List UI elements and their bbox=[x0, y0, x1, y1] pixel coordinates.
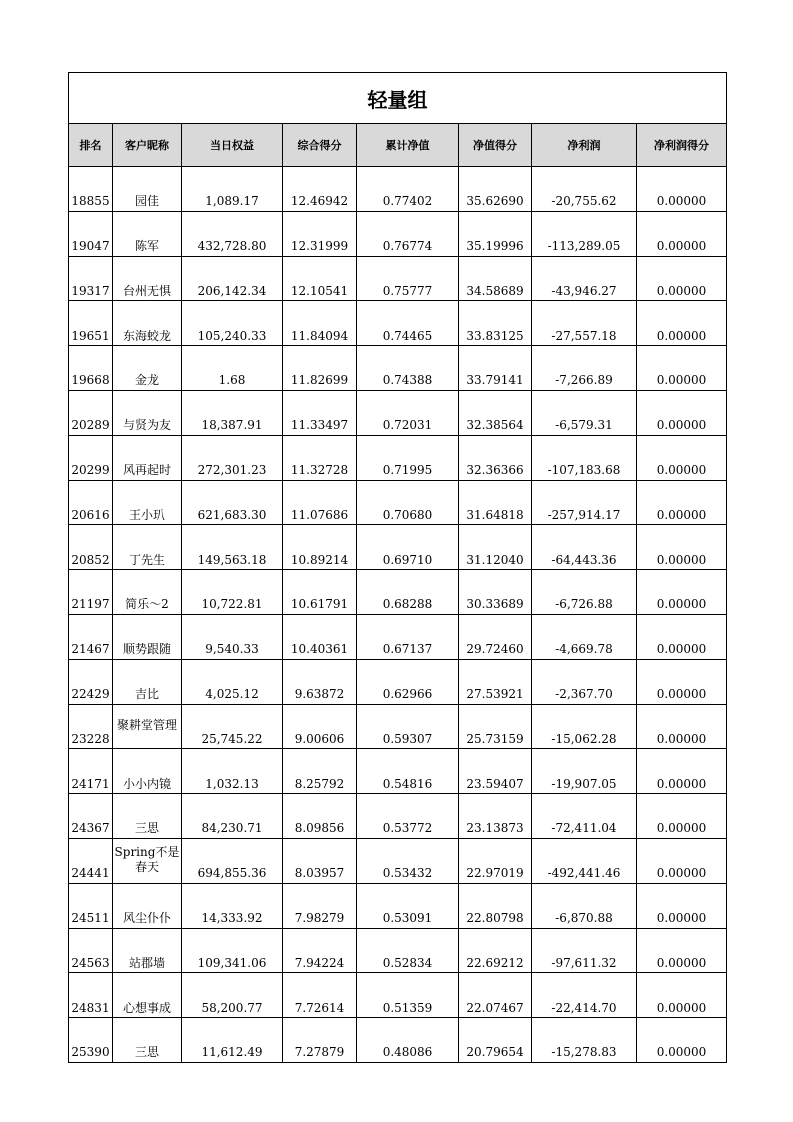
profit-cell: -19,907.05 bbox=[532, 749, 637, 794]
rank-cell: 19317 bbox=[69, 256, 113, 301]
profit-cell: -6,726.88 bbox=[532, 570, 637, 615]
header-profit: 净利润 bbox=[532, 124, 637, 167]
rank-cell: 22429 bbox=[69, 659, 113, 704]
equity-cell: 4,025.12 bbox=[182, 659, 283, 704]
nav-score-cell: 35.62690 bbox=[459, 167, 532, 212]
score-cell: 11.82699 bbox=[283, 346, 357, 391]
nickname-cell: 陈军 bbox=[113, 211, 182, 256]
profit-cell: -97,611.32 bbox=[532, 928, 637, 973]
table-row bbox=[69, 256, 727, 301]
equity-cell: 84,230.71 bbox=[182, 794, 283, 839]
nav-score-cell: 30.33689 bbox=[459, 570, 532, 615]
score-cell: 12.10541 bbox=[283, 256, 357, 301]
equity-cell: 105,240.33 bbox=[182, 301, 283, 346]
nav-cell: 0.54816 bbox=[357, 749, 459, 794]
nav-score-cell: 23.59407 bbox=[459, 749, 532, 794]
nickname-cell: 简乐～2 bbox=[113, 570, 182, 615]
profit-cell: -7,266.89 bbox=[532, 346, 637, 391]
nav-cell: 0.51359 bbox=[357, 973, 459, 1018]
table-row bbox=[69, 211, 727, 256]
score-cell: 7.94224 bbox=[283, 928, 357, 973]
score-cell: 7.98279 bbox=[283, 883, 357, 928]
nav-score-cell: 33.83125 bbox=[459, 301, 532, 346]
rank-cell: 20616 bbox=[69, 480, 113, 525]
nav-cell: 0.76774 bbox=[357, 211, 459, 256]
score-cell: 9.63872 bbox=[283, 659, 357, 704]
table-row bbox=[69, 301, 727, 346]
profit-cell: -64,443.36 bbox=[532, 525, 637, 570]
profit-score-cell: 0.00000 bbox=[637, 883, 727, 928]
rank-cell: 19651 bbox=[69, 301, 113, 346]
header-nickname: 客户昵称 bbox=[113, 124, 182, 167]
score-cell: 11.32728 bbox=[283, 435, 357, 480]
nickname-cell: 丁先生 bbox=[113, 525, 182, 570]
nav-cell: 0.74465 bbox=[357, 301, 459, 346]
profit-score-cell: 0.00000 bbox=[637, 928, 727, 973]
nav-score-cell: 31.12040 bbox=[459, 525, 532, 570]
nav-score-cell: 27.53921 bbox=[459, 659, 532, 704]
profit-cell: -113,289.05 bbox=[532, 211, 637, 256]
profit-cell: -4,669.78 bbox=[532, 614, 637, 659]
nickname-cell: 吉比 bbox=[113, 659, 182, 704]
rank-cell: 23228 bbox=[69, 704, 113, 749]
profit-cell: -72,411.04 bbox=[532, 794, 637, 839]
nav-score-cell: 33.79141 bbox=[459, 346, 532, 391]
score-cell: 8.03957 bbox=[283, 838, 357, 883]
nav-score-cell: 22.97019 bbox=[459, 838, 532, 883]
rank-cell: 24367 bbox=[69, 794, 113, 839]
nav-score-cell: 32.38564 bbox=[459, 390, 532, 435]
profit-score-cell: 0.00000 bbox=[637, 301, 727, 346]
rank-cell: 18855 bbox=[69, 167, 113, 212]
equity-cell: 1,032.13 bbox=[182, 749, 283, 794]
profit-cell: -2,367.70 bbox=[532, 659, 637, 704]
profit-score-cell: 0.00000 bbox=[637, 435, 727, 480]
rank-cell: 24563 bbox=[69, 928, 113, 973]
nav-cell: 0.67137 bbox=[357, 614, 459, 659]
table-row bbox=[69, 390, 727, 435]
rank-cell: 21467 bbox=[69, 614, 113, 659]
nav-score-cell: 34.58689 bbox=[459, 256, 532, 301]
nav-score-cell: 25.73159 bbox=[459, 704, 532, 749]
rank-cell: 24831 bbox=[69, 973, 113, 1018]
equity-cell: 58,200.77 bbox=[182, 973, 283, 1018]
equity-cell: 432,728.80 bbox=[182, 211, 283, 256]
header-score: 综合得分 bbox=[283, 124, 357, 167]
nickname-cell: 顺势跟随 bbox=[113, 614, 182, 659]
nickname-cell: 风再起时 bbox=[113, 435, 182, 480]
table-row bbox=[69, 704, 727, 749]
nickname-cell: 三思 bbox=[113, 794, 182, 839]
score-cell: 7.72614 bbox=[283, 973, 357, 1018]
profit-cell: -22,414.70 bbox=[532, 973, 637, 1018]
table-row bbox=[69, 435, 727, 480]
nav-score-cell: 22.69212 bbox=[459, 928, 532, 973]
profit-score-cell: 0.00000 bbox=[637, 973, 727, 1018]
nav-cell: 0.53091 bbox=[357, 883, 459, 928]
nav-cell: 0.71995 bbox=[357, 435, 459, 480]
profit-cell: -20,755.62 bbox=[532, 167, 637, 212]
nav-cell: 0.59307 bbox=[357, 704, 459, 749]
nav-cell: 0.53432 bbox=[357, 838, 459, 883]
profit-score-cell: 0.00000 bbox=[637, 749, 727, 794]
profit-cell: -43,946.27 bbox=[532, 256, 637, 301]
nickname-cell: 东海蛟龙 bbox=[113, 301, 182, 346]
table-row bbox=[69, 749, 727, 794]
nickname-cell: 王小玐 bbox=[113, 480, 182, 525]
equity-cell: 1,089.17 bbox=[182, 167, 283, 212]
score-cell: 9.00606 bbox=[283, 704, 357, 749]
profit-score-cell: 0.00000 bbox=[637, 614, 727, 659]
nav-cell: 0.68288 bbox=[357, 570, 459, 615]
equity-cell: 25,745.22 bbox=[182, 704, 283, 749]
rank-cell: 24441 bbox=[69, 838, 113, 883]
profit-score-cell: 0.00000 bbox=[637, 704, 727, 749]
table-row bbox=[69, 570, 727, 615]
table-row bbox=[69, 167, 727, 212]
score-cell: 8.09856 bbox=[283, 794, 357, 839]
nav-score-cell: 29.72460 bbox=[459, 614, 532, 659]
table-row bbox=[69, 525, 727, 570]
profit-cell: -6,870.88 bbox=[532, 883, 637, 928]
profit-score-cell: 0.00000 bbox=[637, 167, 727, 212]
rank-cell: 20299 bbox=[69, 435, 113, 480]
header-row bbox=[69, 124, 727, 167]
nav-cell: 0.48086 bbox=[357, 1018, 459, 1063]
profit-cell: -15,278.83 bbox=[532, 1018, 637, 1063]
table-row bbox=[69, 346, 727, 391]
equity-cell: 694,855.36 bbox=[182, 838, 283, 883]
profit-cell: -492,441.46 bbox=[532, 838, 637, 883]
rank-cell: 21197 bbox=[69, 570, 113, 615]
score-cell: 10.89214 bbox=[283, 525, 357, 570]
nav-cell: 0.75777 bbox=[357, 256, 459, 301]
equity-cell: 206,142.34 bbox=[182, 256, 283, 301]
profit-score-cell: 0.00000 bbox=[637, 346, 727, 391]
rank-cell: 19668 bbox=[69, 346, 113, 391]
rank-cell: 20289 bbox=[69, 390, 113, 435]
header-rank: 排名 bbox=[69, 124, 113, 167]
rank-cell: 25390 bbox=[69, 1018, 113, 1063]
rank-cell: 24511 bbox=[69, 883, 113, 928]
nav-score-cell: 23.13873 bbox=[459, 794, 532, 839]
table-row bbox=[69, 838, 727, 883]
equity-cell: 621,683.30 bbox=[182, 480, 283, 525]
nav-score-cell: 22.80798 bbox=[459, 883, 532, 928]
profit-cell: -6,579.31 bbox=[532, 390, 637, 435]
rank-cell: 19047 bbox=[69, 211, 113, 256]
equity-cell: 10,722.81 bbox=[182, 570, 283, 615]
nickname-cell: 台州无惧 bbox=[113, 256, 182, 301]
equity-cell: 149,563.18 bbox=[182, 525, 283, 570]
score-cell: 11.33497 bbox=[283, 390, 357, 435]
nav-score-cell: 22.07467 bbox=[459, 973, 532, 1018]
header-nav-score: 净值得分 bbox=[459, 124, 532, 167]
nickname-cell: 金龙 bbox=[113, 346, 182, 391]
nav-cell: 0.72031 bbox=[357, 390, 459, 435]
profit-score-cell: 0.00000 bbox=[637, 1018, 727, 1063]
profit-score-cell: 0.00000 bbox=[637, 838, 727, 883]
profit-score-cell: 0.00000 bbox=[637, 525, 727, 570]
score-cell: 8.25792 bbox=[283, 749, 357, 794]
equity-cell: 9,540.33 bbox=[182, 614, 283, 659]
header-nav: 累计净值 bbox=[357, 124, 459, 167]
nickname-cell: 站郡墙 bbox=[113, 928, 182, 973]
score-cell: 12.46942 bbox=[283, 167, 357, 212]
profit-score-cell: 0.00000 bbox=[637, 211, 727, 256]
equity-cell: 1.68 bbox=[182, 346, 283, 391]
table-row bbox=[69, 928, 727, 973]
nickname-cell: 与贤为友 bbox=[113, 390, 182, 435]
nickname-cell: 聚耕堂管理 bbox=[113, 704, 182, 749]
nav-score-cell: 32.36366 bbox=[459, 435, 532, 480]
nav-cell: 0.70680 bbox=[357, 480, 459, 525]
nav-cell: 0.53772 bbox=[357, 794, 459, 839]
table-body bbox=[69, 167, 727, 1063]
nav-cell: 0.74388 bbox=[357, 346, 459, 391]
table-row bbox=[69, 1018, 727, 1063]
equity-cell: 272,301.23 bbox=[182, 435, 283, 480]
nav-cell: 0.52834 bbox=[357, 928, 459, 973]
profit-score-cell: 0.00000 bbox=[637, 480, 727, 525]
table-row bbox=[69, 659, 727, 704]
ranking-table bbox=[68, 72, 727, 1063]
profit-score-cell: 0.00000 bbox=[637, 256, 727, 301]
table-row bbox=[69, 973, 727, 1018]
score-cell: 10.40361 bbox=[283, 614, 357, 659]
score-cell: 12.31999 bbox=[283, 211, 357, 256]
profit-cell: -27,557.18 bbox=[532, 301, 637, 346]
profit-score-cell: 0.00000 bbox=[637, 794, 727, 839]
equity-cell: 109,341.06 bbox=[182, 928, 283, 973]
rank-cell: 20852 bbox=[69, 525, 113, 570]
table-title: 轻量组 bbox=[69, 73, 727, 124]
profit-score-cell: 0.00000 bbox=[637, 390, 727, 435]
nickname-cell: Spring不是春天 bbox=[113, 838, 182, 883]
score-cell: 11.07686 bbox=[283, 480, 357, 525]
header-profit-score: 净利润得分 bbox=[637, 124, 727, 167]
table-row bbox=[69, 480, 727, 525]
score-cell: 7.27879 bbox=[283, 1018, 357, 1063]
table-row bbox=[69, 794, 727, 839]
header-equity: 当日权益 bbox=[182, 124, 283, 167]
nickname-cell: 心想事成 bbox=[113, 973, 182, 1018]
nav-score-cell: 20.79654 bbox=[459, 1018, 532, 1063]
nav-score-cell: 35.19996 bbox=[459, 211, 532, 256]
rank-cell: 24171 bbox=[69, 749, 113, 794]
nickname-cell: 风尘仆仆 bbox=[113, 883, 182, 928]
nickname-cell: 园佳 bbox=[113, 167, 182, 212]
score-cell: 10.61791 bbox=[283, 570, 357, 615]
nickname-cell: 小小内镜 bbox=[113, 749, 182, 794]
equity-cell: 18,387.91 bbox=[182, 390, 283, 435]
profit-cell: -15,062.28 bbox=[532, 704, 637, 749]
profit-score-cell: 0.00000 bbox=[637, 659, 727, 704]
profit-score-cell: 0.00000 bbox=[637, 570, 727, 615]
nav-cell: 0.62966 bbox=[357, 659, 459, 704]
profit-cell: -257,914.17 bbox=[532, 480, 637, 525]
table-row bbox=[69, 883, 727, 928]
profit-cell: -107,183.68 bbox=[532, 435, 637, 480]
nav-cell: 0.69710 bbox=[357, 525, 459, 570]
equity-cell: 14,333.92 bbox=[182, 883, 283, 928]
score-cell: 11.84094 bbox=[283, 301, 357, 346]
table-row bbox=[69, 614, 727, 659]
nav-cell: 0.77402 bbox=[357, 167, 459, 212]
equity-cell: 11,612.49 bbox=[182, 1018, 283, 1063]
nickname-cell: 三思 bbox=[113, 1018, 182, 1063]
nav-score-cell: 31.64818 bbox=[459, 480, 532, 525]
